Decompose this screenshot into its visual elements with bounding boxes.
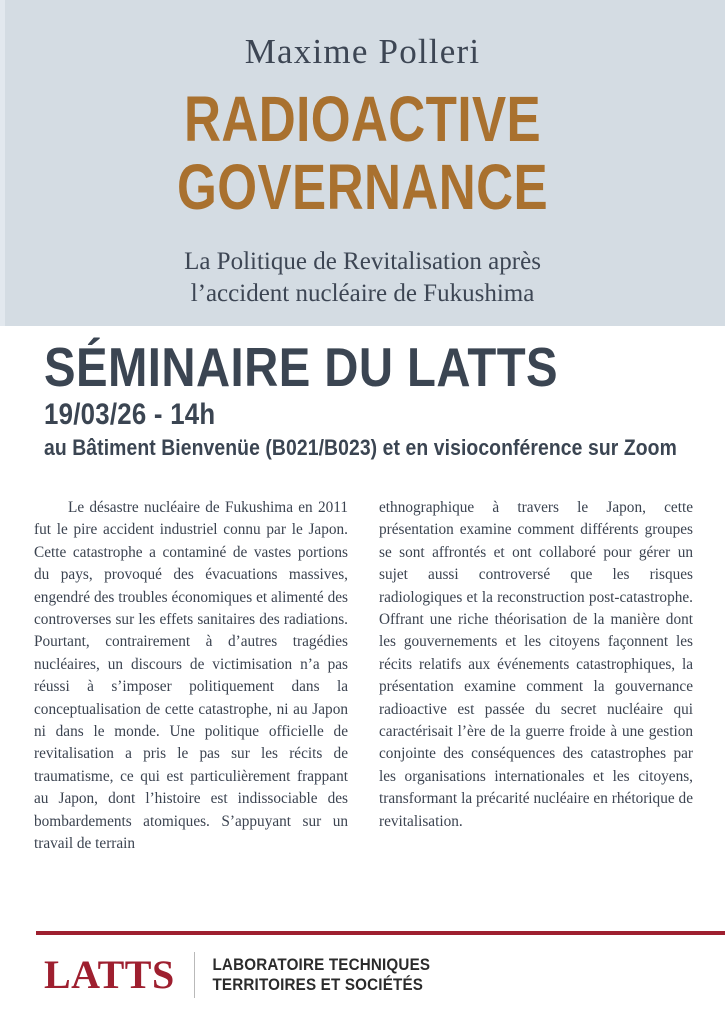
- abstract-body: [34, 497, 694, 856]
- book-subtitle-line-2: l’accident nucléaire de Fukushima: [190, 280, 535, 307]
- book-subtitle-line-1: La Politique de Revitalisation après: [184, 248, 541, 275]
- seminar-heading-block: [44, 336, 704, 460]
- abstract-paragraph-right: ethnographique à travers le Japon, cette présentation examine comment différents groupes se sont affrontés et ont collaboré pour gérer un sujet aussi controversé que les risques radiologiques et la reconstruction post-catastrophe. Offrant une riche théorisation de la manière dont les gouvernements et les citoyens façonnent les récits relatifs aux événements catastrophiques, la présentation examine comment la gouvernance radioactive est passée du secret nucléaire qui caractérisait l’ère de la guerre froide à une gestion conjointe des conséquences des catastrophes par les organisations internationales et les citoyens, transformant la précarité nucléaire en rhétorique de revitalisation.: [379, 499, 693, 830]
- latts-logo-expansion: [195, 955, 430, 996]
- abstract-column-right: [379, 497, 693, 833]
- footer-red-rule: [36, 931, 725, 935]
- latts-logo-wordmark: LATTS: [44, 952, 175, 997]
- book-cover-banner: [0, 0, 725, 326]
- book-title-line-1: RADIOACTIVE: [183, 83, 542, 155]
- seminar-venue: au Bâtiment Bienvenüe (B021/B023) et en visioconférence sur Zoom: [44, 435, 677, 460]
- latts-expansion-line-1: LABORATOIRE TECHNIQUES: [212, 955, 430, 974]
- seminar-title: SÉMINAIRE DU LATTS: [44, 336, 559, 398]
- abstract-paragraph-left: Le désastre nucléaire de Fukushima en 2011 fut le pire accident industriel connu par le Japon. Cette catastrophe a contaminé de vastes portions du pays, provoqué des évacuations massives, engendré des troubles économiques et alimenté des controverses sur les effets sanitaires des radiations. Pourtant, contrairement à d’autres tragédies nucléaires, un discours de victimisation n’a pas réussi à s’imposer politiquement dans la conceptualisation de cette catastrophe, ni au Japon ni dans le monde. Une politique officielle de revitalisation a pris le pas sur les récits de traumatisme, ce qui est particulièrement frappant au Japon, dont l’histoire est indissociable des bombardements atomiques. S’appuyant sur un travail de terrain: [34, 499, 348, 853]
- latts-expansion-line-2: TERRITOIRES ET SOCIÉTÉS: [212, 976, 423, 994]
- author-name: Maxime Polleri: [244, 32, 481, 71]
- book-title-line-2: GOVERNANCE: [177, 151, 548, 223]
- footer-logo-block: [44, 952, 450, 998]
- seminar-datetime: 19/03/26 - 14h: [44, 398, 216, 431]
- abstract-column-left: [34, 497, 348, 856]
